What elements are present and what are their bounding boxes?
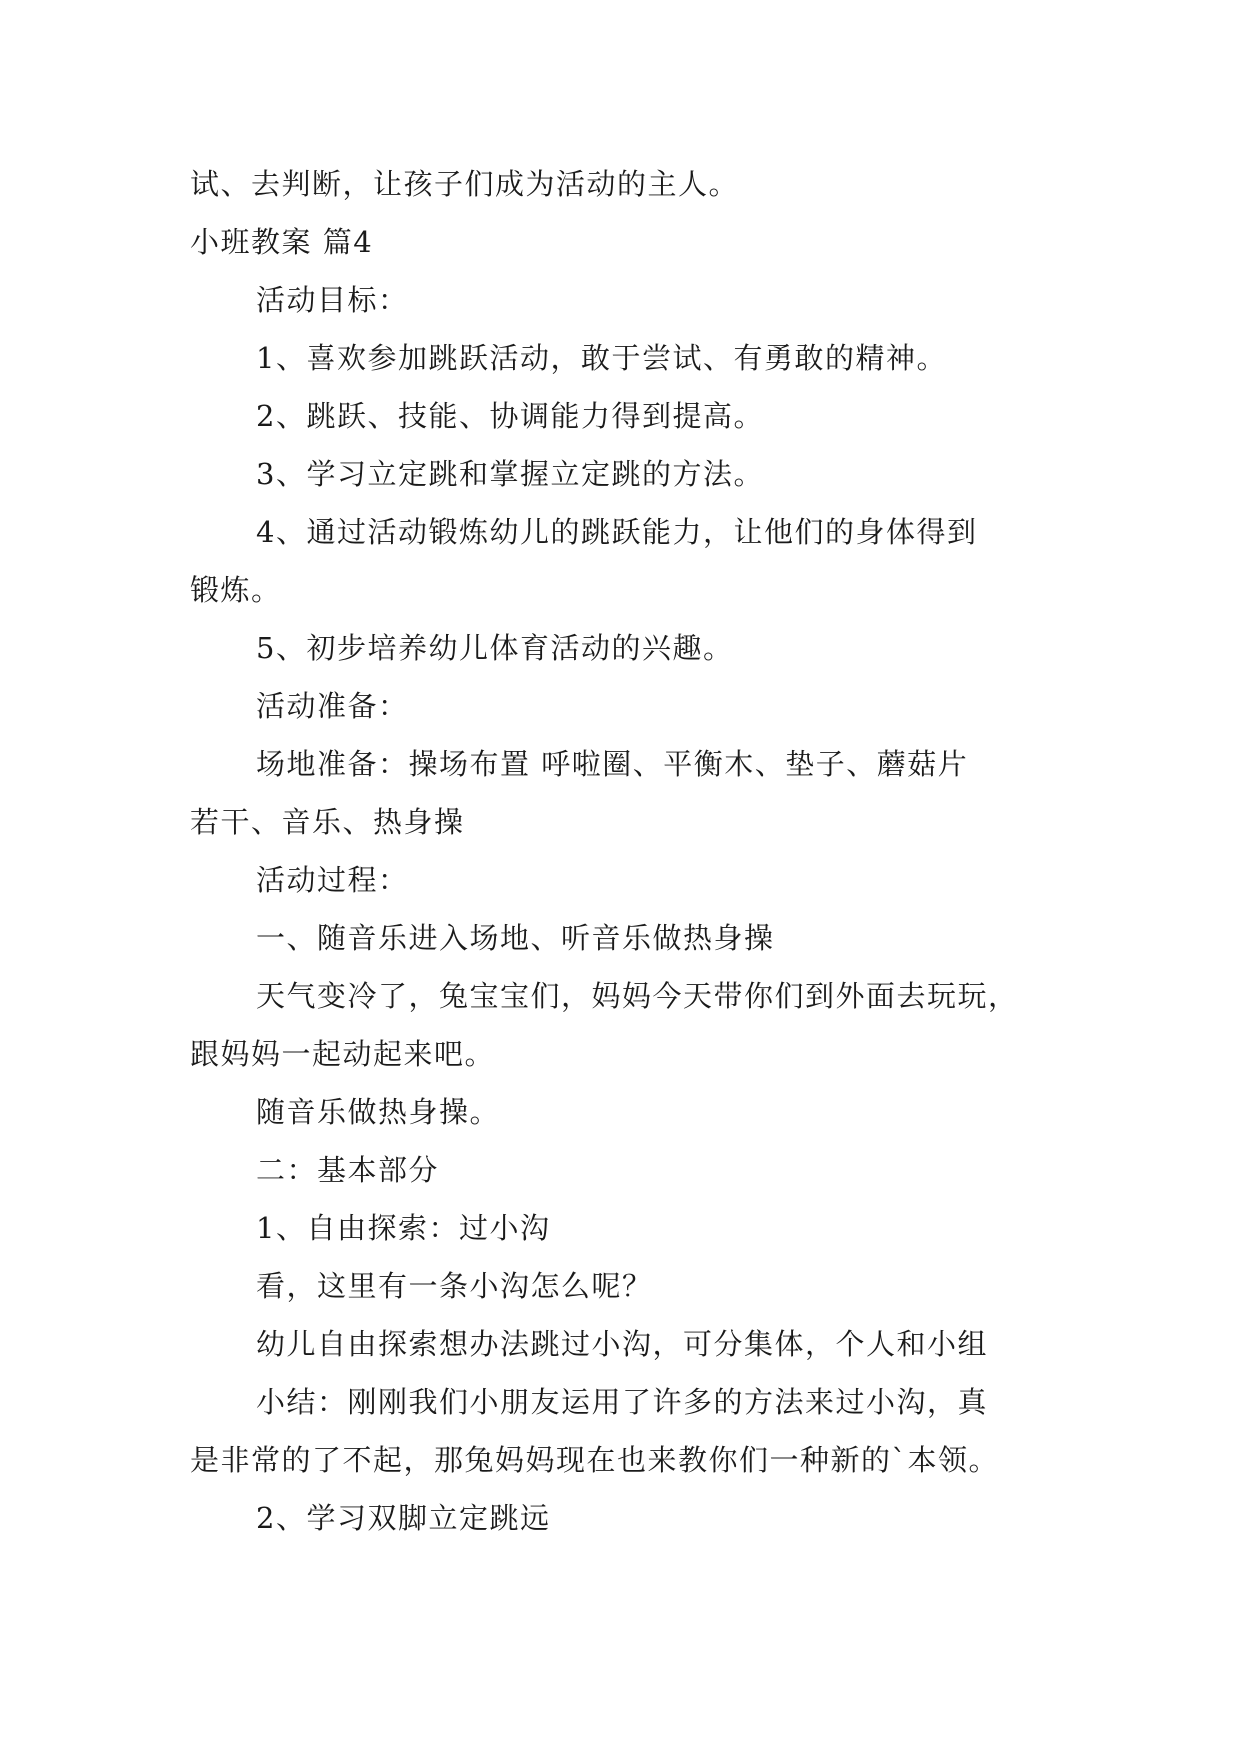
text-line: 试、去判断，让孩子们成为活动的主人。 — [190, 167, 740, 201]
text-line: 活动过程： — [256, 863, 409, 897]
text-line: 1、喜欢参加跳跃活动，敢于尝试、有勇敢的精神。 — [256, 341, 947, 375]
text-line: 活动准备： — [256, 689, 409, 723]
text-line: 是非常的了不起，那兔妈妈现在也来教你们一种新的`本领。 — [190, 1443, 1000, 1477]
text-line: 场地准备：操场布置 呼啦圈、平衡木、垫子、蘑菇片 — [256, 747, 969, 781]
text-line: 跟妈妈一起动起来吧。 — [190, 1037, 496, 1071]
text-line: 天气变冷了，兔宝宝们，妈妈今天带你们到外面去玩玩， — [256, 979, 1019, 1013]
text-line: 3、学习立定跳和掌握立定跳的方法。 — [256, 457, 764, 491]
text-line: 幼儿自由探索想办法跳过小沟，可分集体，个人和小组 — [256, 1327, 989, 1361]
text-line: 一、随音乐进入场地、听音乐做热身操 — [256, 921, 775, 955]
text-line: 1、自由探索：过小沟 — [256, 1211, 551, 1245]
text-line: 活动目标： — [256, 283, 409, 317]
text-line: 2、跳跃、技能、协调能力得到提高。 — [256, 399, 764, 433]
text-line: 2、学习双脚立定跳远 — [256, 1501, 551, 1535]
text-line: 4、通过活动锻炼幼儿的跳跃能力，让他们的身体得到 — [256, 515, 978, 549]
text-line: 看，这里有一条小沟怎么呢？ — [256, 1269, 653, 1303]
section-heading: 小班教案 篇4 — [190, 225, 374, 259]
text-line: 小结：刚刚我们小朋友运用了许多的方法来过小沟，真 — [256, 1385, 989, 1419]
text-line: 锻炼。 — [190, 573, 282, 607]
text-line: 5、初步培养幼儿体育活动的兴趣。 — [256, 631, 734, 665]
text-line: 若干、音乐、热身操 — [190, 805, 465, 839]
text-line: 随音乐做热身操。 — [256, 1095, 501, 1129]
text-line: 二：基本部分 — [256, 1153, 440, 1187]
